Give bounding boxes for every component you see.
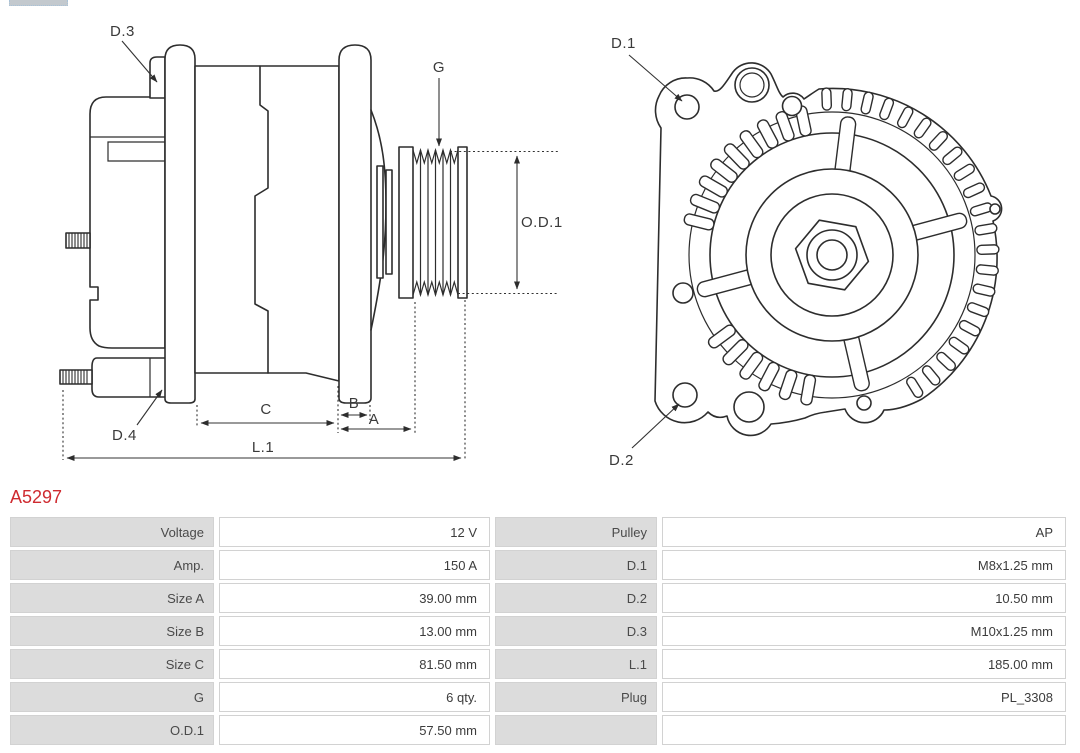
label-g: G	[432, 59, 446, 76]
spec-label-cell: G	[10, 682, 214, 712]
shaft	[377, 166, 383, 278]
label-c: C	[260, 401, 272, 418]
label-d2: D.2	[609, 452, 634, 469]
front-view-drawing	[609, 35, 1002, 469]
label-l1: L.1	[251, 439, 275, 456]
stator-body	[195, 66, 339, 381]
mount-hole-d2	[673, 383, 697, 407]
spec-label-cell	[495, 715, 657, 745]
spec-label-cell: Voltage	[10, 517, 214, 547]
spec-value-cell: M10x1.25 mm	[662, 616, 1066, 646]
label-d3: D.3	[110, 23, 135, 40]
part-number: A5297	[10, 487, 63, 507]
spec-value-cell: 13.00 mm	[219, 616, 490, 646]
spec-value-cell: 6 qty.	[219, 682, 490, 712]
spec-label-cell: Size B	[10, 616, 214, 646]
mounting-boss-d3	[150, 57, 165, 98]
spec-value-cell	[662, 715, 1066, 745]
spec-label-cell: O.D.1	[10, 715, 214, 745]
spec-value-cell: 150 A	[219, 550, 490, 580]
label-b: B	[348, 395, 360, 412]
spec-label-cell: Plug	[495, 682, 657, 712]
pulley-left-flange	[399, 147, 413, 298]
spec-label-cell: D.1	[495, 550, 657, 580]
side-view-drawing	[60, 23, 563, 460]
spec-value-cell: 57.50 mm	[219, 715, 490, 745]
spec-label-cell: D.3	[495, 616, 657, 646]
spec-value-cell: 10.50 mm	[662, 583, 1066, 613]
rear-bracket-ear	[165, 45, 195, 403]
spec-value-cell: 12 V	[219, 517, 490, 547]
spec-label-cell: D.2	[495, 583, 657, 613]
spec-value-cell: PL_3308	[662, 682, 1066, 712]
spec-label-cell: Size A	[10, 583, 214, 613]
callout-d1-arrow	[629, 55, 682, 101]
spec-value-cell: AP	[662, 517, 1066, 547]
label-d4: D.4	[112, 427, 137, 444]
spec-value-cell: 39.00 mm	[219, 583, 490, 613]
label-od1: O.D.1	[521, 214, 563, 231]
spec-label-cell: Amp.	[10, 550, 214, 580]
spec-value-cell: 81.50 mm	[219, 649, 490, 679]
terminal-block	[92, 358, 170, 397]
spec-table	[10, 517, 1066, 745]
spec-label-cell: Pulley	[495, 517, 657, 547]
spec-label-cell: L.1	[495, 649, 657, 679]
spec-value-cell: M8x1.25 mm	[662, 550, 1066, 580]
label-d1: D.1	[611, 35, 636, 52]
pulley-right-flange	[458, 147, 467, 298]
rear-cover-outline	[90, 97, 165, 348]
spec-label-cell: Size C	[10, 649, 214, 679]
spec-value-cell: 185.00 mm	[662, 649, 1066, 679]
front-bracket-ear	[339, 45, 371, 403]
callout-d2-arrow	[632, 404, 679, 448]
label-a: A	[368, 411, 380, 428]
